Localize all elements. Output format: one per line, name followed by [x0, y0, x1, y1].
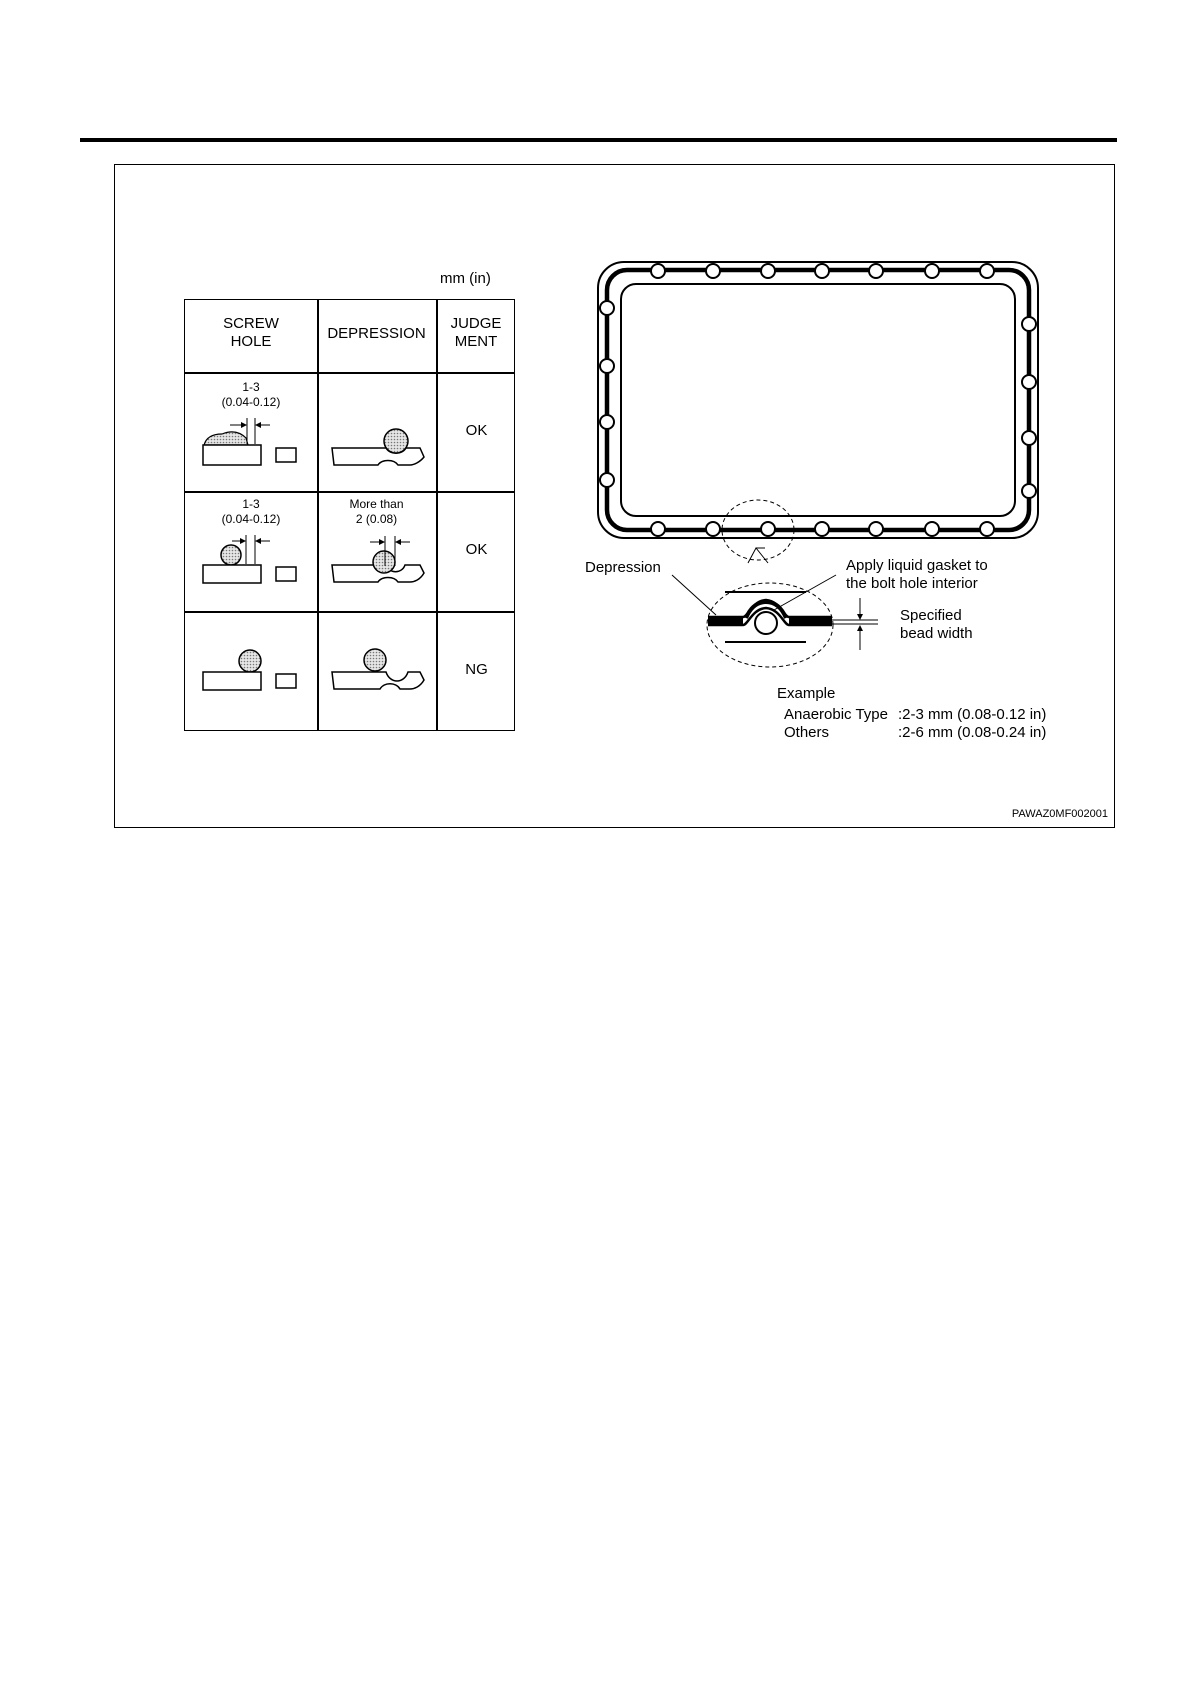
bolt-hole: [980, 264, 994, 278]
bolt-hole: [980, 522, 994, 536]
row2-dep-dim-line2: 2 (0.08): [355, 512, 398, 526]
header-depression: DEPRESSION: [327, 325, 426, 342]
bolt-hole: [651, 264, 665, 278]
example-type-anaerobic: Anaerobic Type: [784, 706, 888, 723]
apply-gasket-label: [846, 557, 988, 593]
bolt-hole: [761, 522, 775, 536]
example-title: Example: [777, 685, 836, 702]
bolt-hole: [1022, 431, 1036, 445]
apply-gasket-line2: the bolt hole interior: [846, 575, 978, 592]
row1-judgement: OK: [465, 422, 488, 439]
example-value-others: :2-6 mm (0.08-0.24 in): [898, 724, 1047, 741]
bolt-hole: [869, 522, 883, 536]
row2-depression-sketch: [332, 536, 424, 582]
depression-label: Depression: [585, 559, 661, 576]
bolt-hole: [600, 415, 614, 429]
bolt-hole: [600, 301, 614, 315]
row2-judgement: OK: [465, 541, 488, 558]
row2-screw-dim-line1: 1-3: [242, 497, 260, 511]
bolt-hole: [869, 264, 883, 278]
bolt-hole: [1022, 317, 1036, 331]
header-screw-hole-line2: HOLE: [230, 333, 272, 350]
row3-judgement: NG: [465, 661, 488, 678]
bolt-hole: [1022, 375, 1036, 389]
bolt-hole: [925, 264, 939, 278]
row1-depression-sketch: [332, 429, 424, 465]
row1-screw-hole-sketch: [203, 418, 296, 465]
apply-gasket-line1: Apply liquid gasket to: [846, 557, 988, 574]
example-value-anaerobic: :2-3 mm (0.08-0.12 in): [898, 706, 1047, 723]
bolt-hole: [815, 264, 829, 278]
oil-pan-flange: [598, 262, 1038, 538]
header-judgement-line2: MENT: [454, 333, 498, 350]
row3-depression-sketch: [332, 649, 424, 689]
units-label: mm (in): [440, 270, 491, 287]
bolt-hole: [600, 473, 614, 487]
bolt-hole: [600, 359, 614, 373]
row3-screw-hole-sketch: [203, 650, 296, 690]
example-type-others: Others: [784, 724, 830, 741]
bead-width-line1: Specified: [900, 607, 962, 624]
bolt-hole: [651, 522, 665, 536]
row2-screw-hole-sketch: [203, 535, 296, 583]
row2-dep-dim-line1: More than: [349, 497, 404, 511]
bolt-hole: [761, 264, 775, 278]
bolt-holes: [600, 264, 1036, 536]
bolt-hole: [815, 522, 829, 536]
header-judgement-line1: JUDGE: [450, 315, 502, 332]
bolt-hole: [1022, 484, 1036, 498]
row2-screw-dim-line2: (0.04-0.12): [221, 512, 281, 526]
bead-width-label: [900, 607, 973, 643]
row1-screw-dim-line1: 1-3: [242, 380, 260, 394]
row1-screw-dim-line2: (0.04-0.12): [221, 395, 281, 409]
bolt-hole: [706, 264, 720, 278]
figure-code: PAWAZ0MF002001: [1011, 808, 1108, 820]
header-screw-hole-line1: SCREW: [223, 315, 279, 332]
bolt-hole: [925, 522, 939, 536]
bead-detail: [708, 592, 832, 642]
bolt-hole: [706, 522, 720, 536]
bead-width-line2: bead width: [900, 625, 973, 642]
